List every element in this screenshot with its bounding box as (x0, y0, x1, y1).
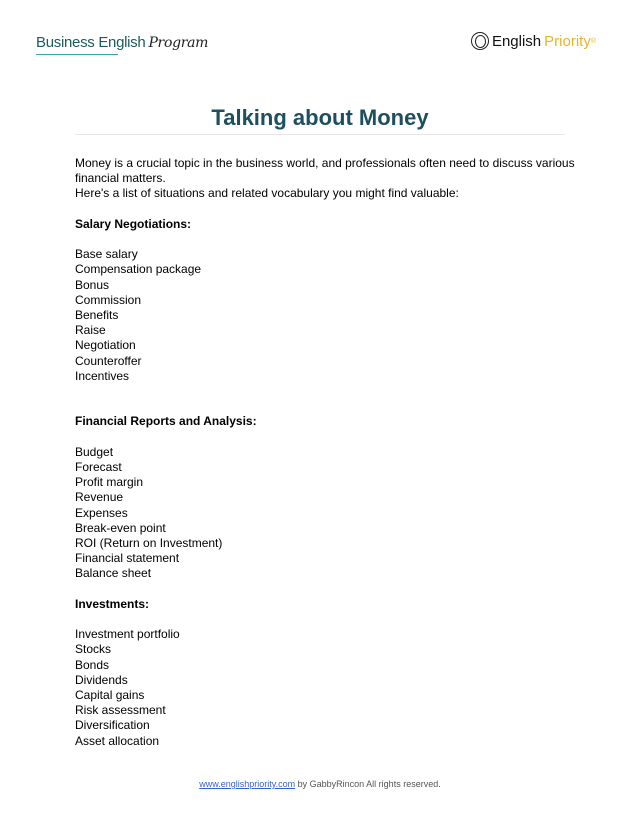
list-item: Compensation package (75, 262, 202, 277)
list-item: Benefits (75, 308, 119, 322)
section-heading: Financial Reports and Analysis: (75, 414, 257, 429)
footer-text: by GabbyRincon All rights reserved. (295, 779, 441, 789)
business-english-program-logo (36, 34, 208, 51)
logo-text-b: Priority (544, 32, 591, 50)
list-item: Expenses (75, 505, 128, 520)
list-item: Bonus (75, 277, 110, 292)
list-item: Forecast (75, 460, 122, 474)
logo-script: Program (148, 35, 209, 51)
list-item: Budget (75, 444, 114, 459)
website-link[interactable]: www.englishpriority.com (199, 779, 296, 789)
divider (75, 134, 565, 135)
list-item: Capital gains (75, 688, 145, 703)
list-item: Balance sheet (75, 566, 152, 581)
list-item: ROI (Return on Investment) (75, 536, 223, 551)
list-item: Counteroffer (75, 353, 142, 368)
intro-paragraph: Here's a list of situations and related vocabulary you might find valuable: (75, 186, 459, 201)
list-item: Asset allocation (75, 733, 160, 748)
list-item: Diversification (75, 718, 150, 733)
list-item: Dividends (75, 672, 128, 687)
spacer (75, 202, 575, 217)
list-item: Incentives (75, 368, 130, 383)
english-priority-logo (471, 32, 596, 50)
list-item: Bonds (75, 657, 110, 672)
logo-text-a: English (491, 32, 542, 50)
document-body (75, 156, 575, 749)
section-heading: Salary Negotiations: (75, 216, 192, 231)
spacer (75, 582, 575, 597)
globe-icon (471, 32, 489, 50)
list-item: Stocks (75, 642, 112, 657)
intro-paragraph: Money is a crucial topic in the business world, and professionals often need to discuss various financial matters. (75, 156, 575, 186)
list-item: Commission (75, 292, 142, 307)
spacer (75, 232, 575, 247)
list-item: Break-even point (75, 520, 166, 535)
list-item: Risk assessment (75, 703, 166, 718)
list-item: Raise (75, 323, 106, 338)
list-item: Negotiation (75, 338, 136, 353)
section-heading: Investments: (75, 596, 150, 611)
spacer (75, 430, 575, 445)
list-item: Investment portfolio (75, 627, 180, 642)
page-title: Talking about Money (211, 105, 429, 130)
list-item: Base salary (75, 247, 138, 262)
list-item: Financial statement (75, 551, 180, 566)
spacer (75, 612, 575, 627)
logo-text: Business English (36, 34, 146, 51)
logo-underline (36, 54, 118, 55)
list-item: Revenue (75, 490, 124, 505)
spacer (75, 384, 575, 414)
footer (0, 779, 640, 789)
list-item: Profit margin (75, 475, 144, 490)
registered-mark: ® (590, 37, 596, 45)
